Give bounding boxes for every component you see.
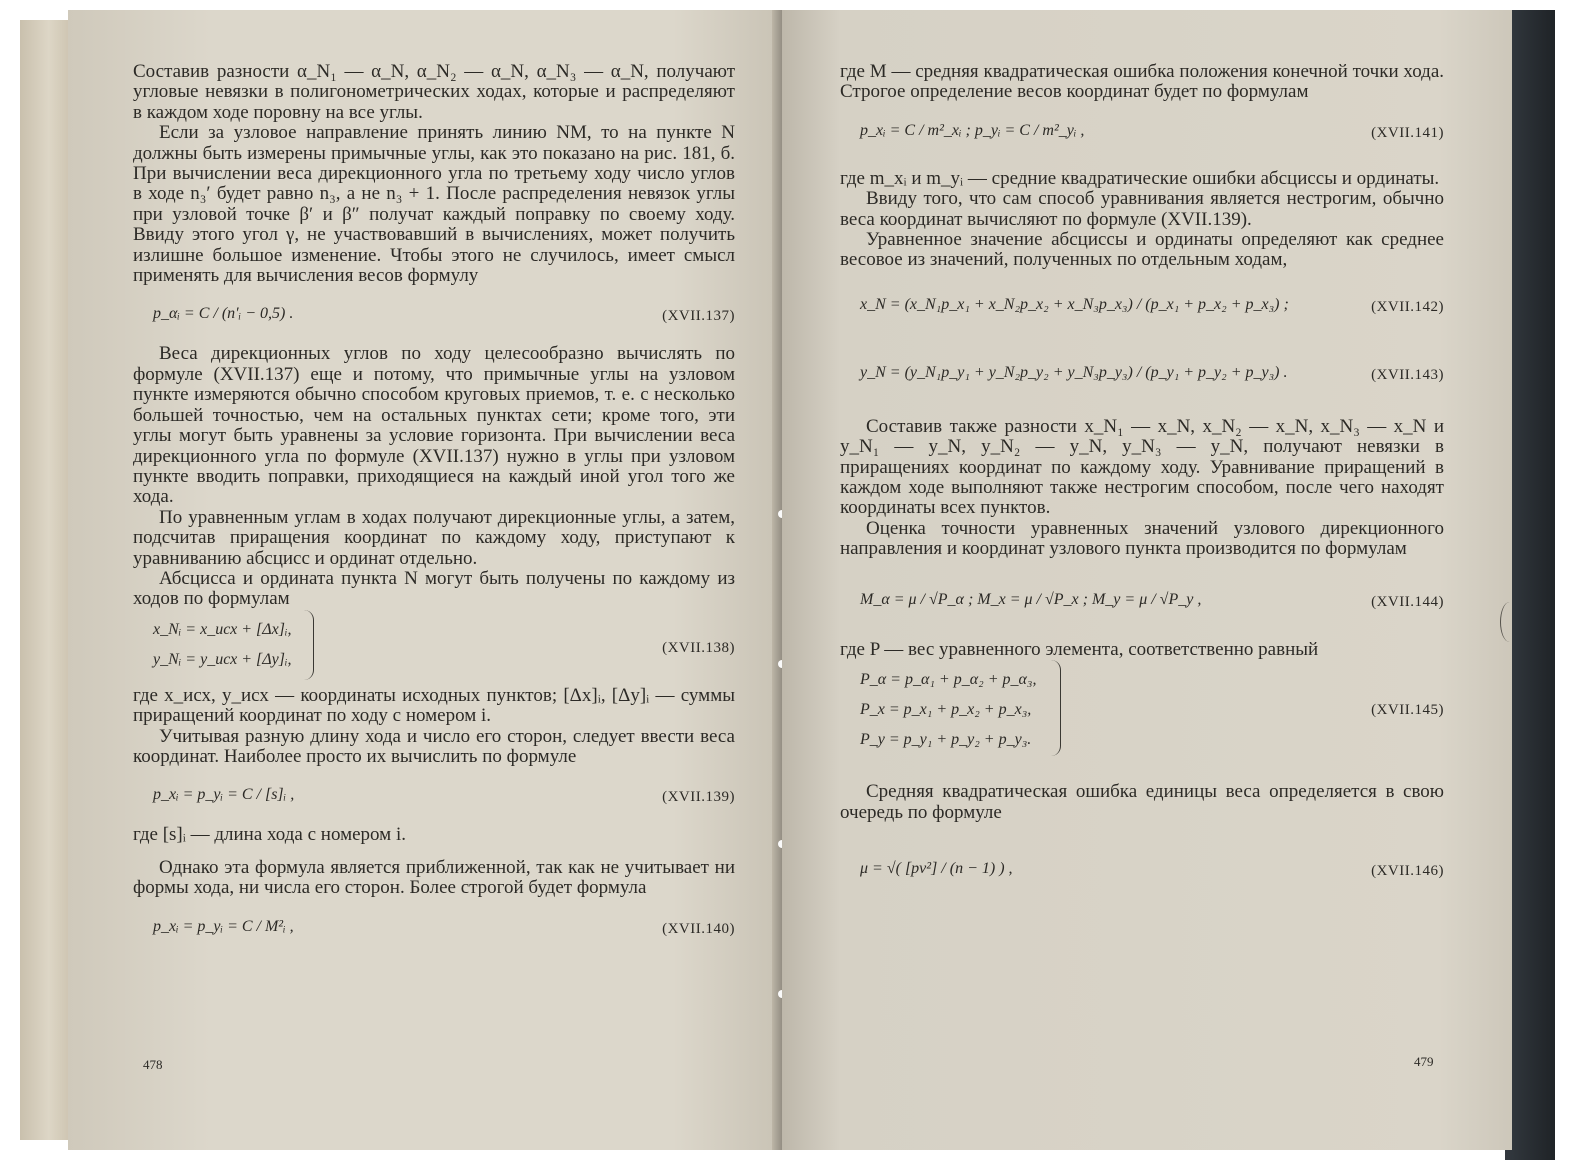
equation-number: (XVII.141) — [1371, 124, 1444, 141]
paragraph: Веса дирекционных углов по ходу целесообразно вычислять по формуле (XVII.137) еще и потому, что примычные углы на узловом пункте измеряются обычно способом круговых приемов, т. е. с несколько большей точностью, чем на остальных пунктах сети; кроме того, эти углы могут быть уравнены за условие горизонта. При вычислении веса дирекционного угла по формуле (XVII.137) нужно в углы при узловом пункте вводить поправки, приходящиеся на каждый иной угол того же хода. — [133, 343, 735, 508]
equation-number: (XVII.140) — [662, 920, 735, 937]
paragraph: где P — вес уравненного элемента, соответственно равный — [840, 638, 1319, 660]
formula-line: P_x = p_x₁ + p_x₂ + p_x₃, — [860, 701, 1032, 719]
equation-number: (XVII.144) — [1371, 593, 1444, 610]
brace — [1050, 660, 1061, 756]
equation-number: (XVII.139) — [662, 789, 735, 806]
paragraph: где [s]ᵢ — длина хода с номером i. — [133, 824, 406, 846]
formula-xvii-142 — [840, 271, 1444, 341]
right-page-text — [840, 62, 1444, 903]
formula-expression: μ = √( [pv²] / (n − 1) ) , — [860, 859, 1013, 877]
pencil-mark — [1500, 602, 1519, 642]
formula-expression: x_N = (x_N₁p_x₁ + x_N₂p_x₂ + x_N₃p_x₃) / (p_x₁ + p_x₂ + p_x₃) ; — [860, 295, 1289, 313]
formula-xvii-146 — [840, 823, 1444, 903]
formula-expression: p_αᵢ = C / (n′ᵢ − 0,5) . — [153, 305, 294, 323]
page-number: 479 — [1414, 1054, 1434, 1069]
equation-number: (XVII.146) — [1371, 862, 1444, 879]
paragraph: Ввиду того, что сам способ уравнивания является нестрогим, обычно веса координат вычисляют по формуле (XVII.139). — [840, 188, 1444, 230]
formula-expression: p_xᵢ = p_yᵢ = C / [s]ᵢ , — [153, 786, 295, 804]
paragraph: Составив разности α_N₁ — α_N, α_N₂ — α_N, α_N₃ — α_N, получают угловые невязки в полигонометрических ходах, которые и распределяют в каждом ходе поровну на все углы. — [133, 61, 735, 123]
paragraph: Абсцисса и ордината пункта N могут быть получены по каждому из ходов по формулам — [133, 567, 735, 610]
paragraph: Учитывая разную длину хода и число его сторон, следует ввести веса координат. Наиболее просто их вычислить по формуле — [133, 725, 735, 767]
formula-expression: p_xᵢ = p_yᵢ = C / M²ᵢ , — [153, 917, 294, 935]
formula-xvii-143 — [840, 341, 1444, 417]
formula-xvii-138 — [133, 610, 735, 686]
formula-xvii-137 — [133, 286, 735, 344]
left-page-text — [133, 62, 735, 957]
formula-line: y_Nᵢ = y_исх + [Δy]ᵢ, — [153, 650, 292, 668]
page-edges-left — [20, 20, 68, 1140]
paragraph: где x_исх, y_исх — координаты исходных пунктов; [Δx]ᵢ, [Δy]ᵢ — суммы приращений координат по ходу с номером i. — [133, 684, 735, 727]
formula-expression: y_N = (y_N₁p_y₁ + y_N₂p_y₂ + y_N₃p_y₃) / (p_y₁ + p_y₂ + p_y₃) . — [860, 363, 1288, 381]
equation-number: (XVII.145) — [1371, 702, 1444, 719]
paragraph: Если за узловое направление принять линию NM, то на пункте N должны быть измерены примычные углы, как это показано на рис. 181, б. При вычислении веса дирекционного угла по третьему ходу число углов в ходе n₃′ будет равно n₃, а не n₃ + 1. После распределения невязок углы при узловой точке β′ и β″ получат каждый поправку по своему ходу. Ввиду этого угол γ, не участвовавший в вычислениях, может получить излишне большое изменение. Чтобы этого не случилось, имеет смысл применять для вычисления весов формулу — [133, 122, 735, 287]
left-page — [68, 10, 780, 1150]
paragraph: Средняя квадратическая ошибка единицы веса определяется в свою очередь по формуле — [840, 781, 1444, 823]
formula-expression: p_xᵢ = C / m²_xᵢ ; p_yᵢ = C / m²_yᵢ , — [860, 121, 1085, 139]
paragraph: Составив также разности x_N₁ — x_N, x_N₂ — x_N, x_N₃ — x_N и y_N₁ — y_N, y_N₂ — y_N, y_N₃ — y_N, получают невязки в приращениях координат по каждому ходу. Уравнивание приращений в каждом ходе выполняют также нестрогим способом, после чего находят координаты всех пунктов. — [840, 415, 1444, 519]
equation-number: (XVII.137) — [662, 308, 735, 325]
page-number: 478 — [143, 1057, 163, 1072]
paragraph: Оценка точности уравненных значений узлового дирекционного направления и координат узлового пункта производится по формулам — [840, 517, 1444, 560]
formula-line: P_y = p_y₁ + p_y₂ + p_y₃. — [860, 731, 1032, 749]
paragraph: Уравненное значение абсциссы и ординаты определяют как среднее весовое из значений, полученных по отдельным ходам, — [840, 229, 1444, 271]
equation-number: (XVII.138) — [662, 639, 735, 656]
formula-xvii-140 — [133, 899, 735, 957]
book-cover-right — [1505, 10, 1555, 1160]
formula-xvii-145 — [840, 660, 1444, 766]
formula-line: x_Nᵢ = x_исх + [Δx]ᵢ, — [153, 620, 292, 638]
formula-xvii-144 — [840, 560, 1444, 640]
brace — [303, 610, 314, 680]
equation-number: (XVII.143) — [1371, 366, 1444, 383]
paragraph: где M — средняя квадратическая ошибка положения конечной точки хода. Строгое определение весов координат будет по формулам — [840, 61, 1444, 103]
open-book — [20, 10, 1555, 1150]
paragraph: Однако эта формула является приближенной, так как не учитывает ни формы хода, ни числа его сторон. Более строгой будет формула — [133, 856, 735, 899]
formula-xvii-139 — [133, 767, 735, 825]
formula-line: P_α = p_α₁ + p_α₂ + p_α₃, — [860, 671, 1037, 689]
paragraph: По уравненным углам в ходах получают дирекционные углы, а затем, подсчитав приращения координат по каждому ходу, приступают к уравниванию абсцисс и ординат отдельно. — [133, 506, 735, 569]
equation-number: (XVII.142) — [1371, 298, 1444, 315]
formula-xvii-141 — [840, 103, 1444, 169]
right-page — [782, 10, 1512, 1150]
paragraph: где m_xᵢ и m_yᵢ — средние квадратические ошибки абсциссы и ординаты. — [840, 167, 1440, 189]
formula-expression: M_α = μ / √P_α ; M_x = μ / √P_x ; M_y = μ / √P_y , — [860, 590, 1202, 608]
